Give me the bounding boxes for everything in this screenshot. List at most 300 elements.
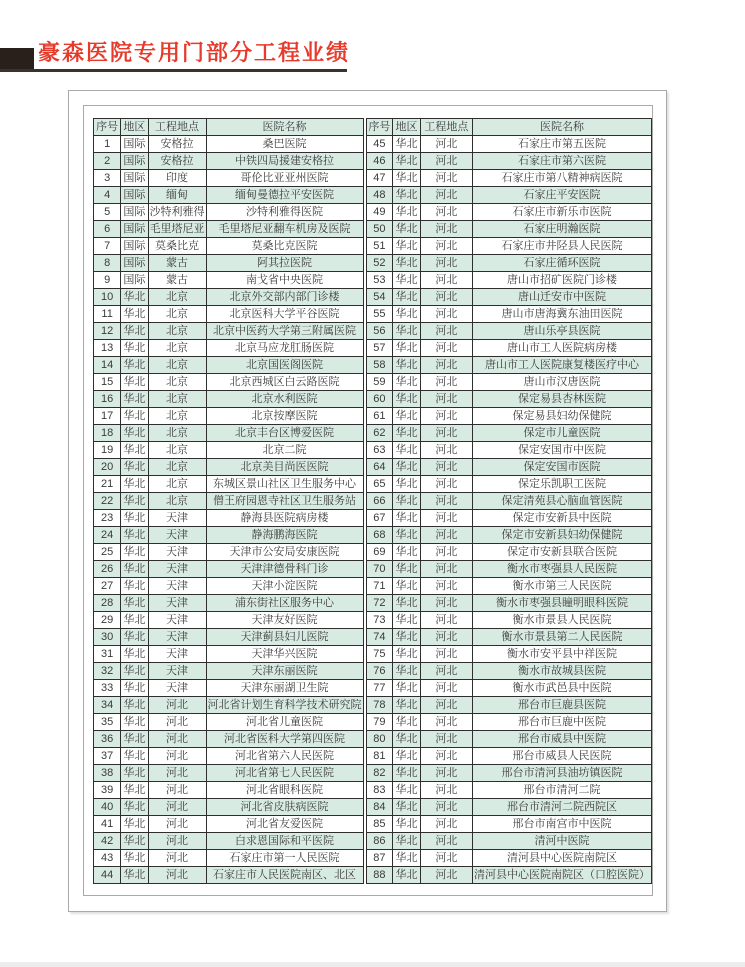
cell-region: 华北 — [393, 850, 421, 867]
table-row — [94, 442, 364, 459]
cell-region: 华北 — [121, 544, 148, 561]
cell-hospital-name: 保定安国市中医院 — [473, 442, 652, 459]
cell-region: 华北 — [121, 340, 148, 357]
table-row — [366, 442, 651, 459]
cell-region: 国际 — [121, 170, 148, 187]
cell-region: 华北 — [121, 357, 148, 374]
table-row — [94, 136, 364, 153]
table-row — [94, 833, 364, 850]
cell-region: 华北 — [393, 765, 421, 782]
cell-region: 华北 — [393, 272, 421, 289]
cell-region: 华北 — [121, 850, 148, 867]
table-row — [94, 306, 364, 323]
cell-hospital-name: 唐山市工人医院康复楼医疗中心 — [473, 357, 652, 374]
cell-project-location: 河北 — [420, 629, 472, 646]
cell-region: 华北 — [121, 391, 148, 408]
table-row — [366, 799, 651, 816]
cell-region: 华北 — [393, 816, 421, 833]
column-header: 工程地点 — [420, 119, 472, 136]
table-row — [366, 153, 651, 170]
cell-serial-no: 51 — [366, 238, 393, 255]
cell-hospital-name: 唐山市工人医院病房楼 — [473, 340, 652, 357]
cell-region: 华北 — [121, 578, 148, 595]
cell-project-location: 河北 — [420, 204, 472, 221]
cell-region: 华北 — [121, 765, 148, 782]
cell-serial-no: 48 — [366, 187, 393, 204]
cell-serial-no: 59 — [366, 374, 393, 391]
cell-serial-no: 76 — [366, 663, 393, 680]
cell-project-location: 天津 — [148, 612, 206, 629]
cell-hospital-name: 衡水市枣强县瞳明眼科医院 — [473, 595, 652, 612]
cell-serial-no: 16 — [94, 391, 121, 408]
table-row — [366, 697, 651, 714]
cell-serial-no: 3 — [94, 170, 121, 187]
cell-project-location: 河北 — [420, 221, 472, 238]
cell-region: 国际 — [121, 221, 148, 238]
cell-serial-no: 21 — [94, 476, 121, 493]
cell-hospital-name: 石家庄市井陉县人民医院 — [473, 238, 652, 255]
table-row — [366, 255, 651, 272]
table-row — [94, 765, 364, 782]
title-accent-block — [0, 48, 34, 70]
cell-project-location: 印度 — [148, 170, 206, 187]
cell-project-location: 河北 — [148, 697, 206, 714]
cell-hospital-name: 衡水市景县人民医院 — [473, 612, 652, 629]
cell-hospital-name: 邢台市威县人民医院 — [473, 748, 652, 765]
cell-project-location: 河北 — [148, 748, 206, 765]
table-row — [366, 357, 651, 374]
cell-serial-no: 18 — [94, 425, 121, 442]
cell-region: 华北 — [393, 680, 421, 697]
cell-hospital-name: 邢台市威县中医院 — [473, 731, 652, 748]
cell-project-location: 天津 — [148, 680, 206, 697]
cell-serial-no: 28 — [94, 595, 121, 612]
cell-serial-no: 65 — [366, 476, 393, 493]
table-row — [94, 578, 364, 595]
cell-serial-no: 23 — [94, 510, 121, 527]
cell-hospital-name: 邢台市清河二院西院区 — [473, 799, 652, 816]
table-row — [94, 731, 364, 748]
cell-serial-no: 1 — [94, 136, 121, 153]
cell-project-location: 河北 — [420, 833, 472, 850]
cell-hospital-name: 衡水市景县第二人民医院 — [473, 629, 652, 646]
cell-hospital-name: 唐山乐亭县医院 — [473, 323, 652, 340]
cell-region: 华北 — [121, 442, 148, 459]
cell-region: 华北 — [393, 714, 421, 731]
cell-hospital-name: 衡水市武邑县中医院 — [473, 680, 652, 697]
title-underline — [0, 69, 347, 72]
cell-project-location: 天津 — [148, 578, 206, 595]
table-row — [366, 323, 651, 340]
cell-region: 国际 — [121, 153, 148, 170]
cell-hospital-name: 邢台市巨鹿中医院 — [473, 714, 652, 731]
cell-hospital-name: 白求恩国际和平医院 — [206, 833, 363, 850]
table-row — [366, 765, 651, 782]
cell-serial-no: 26 — [94, 561, 121, 578]
cell-region: 华北 — [393, 221, 421, 238]
cell-project-location: 河北 — [420, 595, 472, 612]
cell-hospital-name: 北京国医阁医院 — [206, 357, 363, 374]
cell-hospital-name: 北京医科大学平谷医院 — [206, 306, 363, 323]
cell-project-location: 蒙古 — [148, 272, 206, 289]
cell-serial-no: 15 — [94, 374, 121, 391]
cell-project-location: 河北 — [420, 374, 472, 391]
cell-serial-no: 78 — [366, 697, 393, 714]
table-row — [366, 561, 651, 578]
cell-hospital-name: 桑巴医院 — [206, 136, 363, 153]
cell-serial-no: 57 — [366, 340, 393, 357]
cell-hospital-name: 河北省眼科医院 — [206, 782, 363, 799]
cell-project-location: 天津 — [148, 663, 206, 680]
table-row — [366, 289, 651, 306]
cell-region: 华北 — [121, 374, 148, 391]
table-row — [366, 544, 651, 561]
cell-hospital-name: 石家庄平安医院 — [473, 187, 652, 204]
cell-project-location: 河北 — [420, 391, 472, 408]
cell-serial-no: 37 — [94, 748, 121, 765]
cell-serial-no: 79 — [366, 714, 393, 731]
cell-region: 华北 — [393, 408, 421, 425]
cell-project-location: 河北 — [420, 442, 472, 459]
cell-hospital-name: 天津东丽医院 — [206, 663, 363, 680]
table-row — [366, 187, 651, 204]
cell-hospital-name: 天津津德骨科门诊 — [206, 561, 363, 578]
cell-region: 华北 — [393, 170, 421, 187]
table-row — [94, 782, 364, 799]
cell-project-location: 河北 — [148, 850, 206, 867]
table-row — [366, 425, 651, 442]
column-header: 医院名称 — [206, 119, 363, 136]
cell-serial-no: 19 — [94, 442, 121, 459]
cell-serial-no: 14 — [94, 357, 121, 374]
cell-region: 华北 — [393, 731, 421, 748]
cell-serial-no: 32 — [94, 663, 121, 680]
cell-serial-no: 68 — [366, 527, 393, 544]
cell-project-location: 莫桑比克 — [148, 238, 206, 255]
cell-hospital-name: 石家庄市人民医院南区、北区 — [206, 867, 363, 884]
table-row — [94, 272, 364, 289]
table-row — [366, 493, 651, 510]
cell-region: 华北 — [393, 748, 421, 765]
cell-project-location: 河北 — [420, 289, 472, 306]
cell-serial-no: 82 — [366, 765, 393, 782]
cell-serial-no: 62 — [366, 425, 393, 442]
cell-region: 华北 — [393, 204, 421, 221]
cell-region: 华北 — [393, 374, 421, 391]
cell-hospital-name: 哥伦比亚亚州医院 — [206, 170, 363, 187]
table-row — [366, 459, 651, 476]
cell-region: 华北 — [393, 561, 421, 578]
cell-project-location: 北京 — [148, 442, 206, 459]
cell-project-location: 安格拉 — [148, 136, 206, 153]
cell-serial-no: 40 — [94, 799, 121, 816]
cell-hospital-name: 唐山市招矿医院门诊楼 — [473, 272, 652, 289]
cell-serial-no: 63 — [366, 442, 393, 459]
cell-region: 华北 — [393, 442, 421, 459]
content-frame-inner — [83, 105, 653, 896]
column-header: 地区 — [393, 119, 421, 136]
cell-project-location: 河北 — [148, 714, 206, 731]
cell-project-location: 河北 — [148, 833, 206, 850]
cell-region: 华北 — [121, 510, 148, 527]
cell-region: 华北 — [393, 510, 421, 527]
cell-serial-no: 22 — [94, 493, 121, 510]
cell-project-location: 河北 — [420, 731, 472, 748]
table-row — [366, 510, 651, 527]
cell-serial-no: 47 — [366, 170, 393, 187]
cell-serial-no: 69 — [366, 544, 393, 561]
cell-region: 国际 — [121, 136, 148, 153]
cell-hospital-name: 保定市安新县联合医院 — [473, 544, 652, 561]
cell-region: 华北 — [121, 867, 148, 884]
table-row — [366, 731, 651, 748]
cell-project-location: 河北 — [420, 425, 472, 442]
cell-serial-no: 46 — [366, 153, 393, 170]
table-row — [366, 136, 651, 153]
cell-serial-no: 25 — [94, 544, 121, 561]
cell-project-location: 河北 — [420, 408, 472, 425]
cell-serial-no: 50 — [366, 221, 393, 238]
column-header: 地区 — [121, 119, 148, 136]
cell-region: 华北 — [393, 527, 421, 544]
cell-project-location: 北京 — [148, 323, 206, 340]
cell-serial-no: 83 — [366, 782, 393, 799]
cell-region: 华北 — [121, 527, 148, 544]
cell-serial-no: 34 — [94, 697, 121, 714]
table-row — [366, 629, 651, 646]
table-row — [94, 612, 364, 629]
cell-hospital-name: 石家庄市第一人民医院 — [206, 850, 363, 867]
table-row — [94, 561, 364, 578]
cell-project-location: 天津 — [148, 561, 206, 578]
cell-hospital-name: 天津市公安局安康医院 — [206, 544, 363, 561]
table-row — [366, 714, 651, 731]
cell-hospital-name: 河北省第六人民医院 — [206, 748, 363, 765]
project-tables — [93, 118, 652, 884]
cell-serial-no: 88 — [366, 867, 393, 884]
cell-region: 华北 — [121, 306, 148, 323]
cell-project-location: 河北 — [420, 748, 472, 765]
cell-region: 华北 — [121, 833, 148, 850]
table-row — [94, 697, 364, 714]
cell-serial-no: 9 — [94, 272, 121, 289]
table-row — [94, 170, 364, 187]
projects-table-left — [93, 118, 364, 884]
cell-serial-no: 54 — [366, 289, 393, 306]
cell-serial-no: 11 — [94, 306, 121, 323]
cell-serial-no: 10 — [94, 289, 121, 306]
cell-hospital-name: 石家庄明瀚医院 — [473, 221, 652, 238]
table-row — [366, 867, 651, 884]
table-row — [94, 238, 364, 255]
cell-project-location: 北京 — [148, 391, 206, 408]
cell-serial-no: 27 — [94, 578, 121, 595]
cell-serial-no: 41 — [94, 816, 121, 833]
cell-region: 华北 — [393, 289, 421, 306]
cell-project-location: 河北 — [420, 867, 472, 884]
cell-hospital-name: 北京外交部内部门诊楼 — [206, 289, 363, 306]
cell-hospital-name: 衡水市第三人民医院 — [473, 578, 652, 595]
table-row — [366, 204, 651, 221]
cell-serial-no: 77 — [366, 680, 393, 697]
projects-table-right — [366, 118, 652, 884]
cell-hospital-name: 莫桑比克医院 — [206, 238, 363, 255]
cell-hospital-name: 衡水市故城县医院 — [473, 663, 652, 680]
cell-hospital-name: 邢台市清河二院 — [473, 782, 652, 799]
cell-hospital-name: 天津华兴医院 — [206, 646, 363, 663]
cell-hospital-name: 北京丰台区博爱医院 — [206, 425, 363, 442]
cell-region: 华北 — [121, 748, 148, 765]
cell-region: 华北 — [121, 714, 148, 731]
cell-hospital-name: 河北省医科大学第四医院 — [206, 731, 363, 748]
cell-hospital-name: 河北省友爱医院 — [206, 816, 363, 833]
cell-project-location: 蒙古 — [148, 255, 206, 272]
cell-hospital-name: 缅甸曼德拉平安医院 — [206, 187, 363, 204]
table-row — [94, 221, 364, 238]
table-row — [94, 323, 364, 340]
cell-serial-no: 66 — [366, 493, 393, 510]
column-header: 工程地点 — [148, 119, 206, 136]
cell-project-location: 河北 — [420, 459, 472, 476]
cell-hospital-name: 河北省皮肤病医院 — [206, 799, 363, 816]
cell-region: 华北 — [121, 493, 148, 510]
cell-region: 华北 — [121, 561, 148, 578]
cell-project-location: 北京 — [148, 340, 206, 357]
cell-serial-no: 29 — [94, 612, 121, 629]
table-row — [94, 493, 364, 510]
table-row — [366, 408, 651, 425]
cell-region: 华北 — [393, 799, 421, 816]
cell-hospital-name: 石家庄市第五医院 — [473, 136, 652, 153]
table-row — [94, 680, 364, 697]
page-title: 豪森医院专用门部分工程业绩 — [38, 40, 351, 65]
cell-region: 华北 — [121, 680, 148, 697]
cell-project-location: 河北 — [420, 306, 472, 323]
cell-region: 华北 — [121, 731, 148, 748]
cell-serial-no: 53 — [366, 272, 393, 289]
cell-project-location: 北京 — [148, 459, 206, 476]
table-row — [94, 374, 364, 391]
cell-hospital-name: 天津蓟县妇儿医院 — [206, 629, 363, 646]
cell-hospital-name: 石家庄市第八精神病医院 — [473, 170, 652, 187]
table-row — [94, 629, 364, 646]
cell-region: 华北 — [121, 663, 148, 680]
table-row — [94, 850, 364, 867]
cell-region: 华北 — [393, 697, 421, 714]
cell-project-location: 河北 — [420, 544, 472, 561]
cell-serial-no: 74 — [366, 629, 393, 646]
page-bottom-edge — [0, 962, 745, 967]
cell-region: 华北 — [121, 799, 148, 816]
content-frame-outer — [68, 90, 667, 912]
cell-hospital-name: 邢台市清河县油坊镇医院 — [473, 765, 652, 782]
cell-serial-no: 81 — [366, 748, 393, 765]
cell-serial-no: 42 — [94, 833, 121, 850]
cell-region: 华北 — [393, 663, 421, 680]
cell-project-location: 河北 — [420, 612, 472, 629]
cell-serial-no: 55 — [366, 306, 393, 323]
table-row — [94, 510, 364, 527]
cell-serial-no: 75 — [366, 646, 393, 663]
cell-region: 华北 — [393, 187, 421, 204]
cell-hospital-name: 保定市安新县妇幼保健院 — [473, 527, 652, 544]
cell-hospital-name: 衡水市枣强县人民医院 — [473, 561, 652, 578]
cell-project-location: 安格拉 — [148, 153, 206, 170]
cell-region: 华北 — [393, 646, 421, 663]
cell-serial-no: 33 — [94, 680, 121, 697]
cell-serial-no: 13 — [94, 340, 121, 357]
cell-serial-no: 49 — [366, 204, 393, 221]
cell-hospital-name: 天津小淀医院 — [206, 578, 363, 595]
cell-project-location: 河北 — [420, 680, 472, 697]
table-row — [94, 187, 364, 204]
cell-project-location: 天津 — [148, 646, 206, 663]
cell-project-location: 河北 — [148, 765, 206, 782]
cell-hospital-name: 天津东丽湖卫生院 — [206, 680, 363, 697]
cell-region: 国际 — [121, 272, 148, 289]
cell-serial-no: 73 — [366, 612, 393, 629]
cell-project-location: 毛里塔尼亚 — [148, 221, 206, 238]
cell-project-location: 北京 — [148, 476, 206, 493]
cell-hospital-name: 北京西城区白云路医院 — [206, 374, 363, 391]
cell-hospital-name: 北京马应龙肛肠医院 — [206, 340, 363, 357]
table-row — [366, 476, 651, 493]
cell-hospital-name: 南戈省中央医院 — [206, 272, 363, 289]
cell-project-location: 北京 — [148, 425, 206, 442]
table-row — [366, 272, 651, 289]
cell-project-location: 天津 — [148, 544, 206, 561]
column-header: 医院名称 — [473, 119, 652, 136]
cell-region: 华北 — [121, 289, 148, 306]
table-row — [366, 595, 651, 612]
cell-project-location: 河北 — [420, 153, 472, 170]
cell-project-location: 北京 — [148, 408, 206, 425]
table-row — [94, 476, 364, 493]
cell-project-location: 河北 — [148, 731, 206, 748]
cell-serial-no: 52 — [366, 255, 393, 272]
table-row — [366, 646, 651, 663]
cell-region: 华北 — [393, 782, 421, 799]
cell-region: 华北 — [121, 629, 148, 646]
cell-project-location: 河北 — [420, 136, 472, 153]
cell-region: 华北 — [393, 391, 421, 408]
cell-hospital-name: 清河中医院 — [473, 833, 652, 850]
cell-project-location: 河北 — [420, 578, 472, 595]
cell-project-location: 河北 — [148, 799, 206, 816]
table-row — [94, 663, 364, 680]
cell-region: 华北 — [393, 544, 421, 561]
cell-project-location: 缅甸 — [148, 187, 206, 204]
cell-project-location: 北京 — [148, 289, 206, 306]
cell-serial-no: 44 — [94, 867, 121, 884]
table-row — [366, 374, 651, 391]
cell-project-location: 河北 — [420, 493, 472, 510]
cell-project-location: 河北 — [420, 527, 472, 544]
cell-project-location: 河北 — [420, 170, 472, 187]
cell-hospital-name: 石家庄循环医院 — [473, 255, 652, 272]
cell-region: 国际 — [121, 238, 148, 255]
cell-serial-no: 67 — [366, 510, 393, 527]
cell-project-location: 河北 — [420, 357, 472, 374]
table-row — [94, 816, 364, 833]
table-header-row — [94, 119, 364, 136]
cell-project-location: 河北 — [420, 799, 472, 816]
table-row — [94, 289, 364, 306]
cell-project-location: 河北 — [148, 782, 206, 799]
cell-project-location: 河北 — [420, 238, 472, 255]
cell-serial-no: 35 — [94, 714, 121, 731]
cell-project-location: 河北 — [420, 714, 472, 731]
